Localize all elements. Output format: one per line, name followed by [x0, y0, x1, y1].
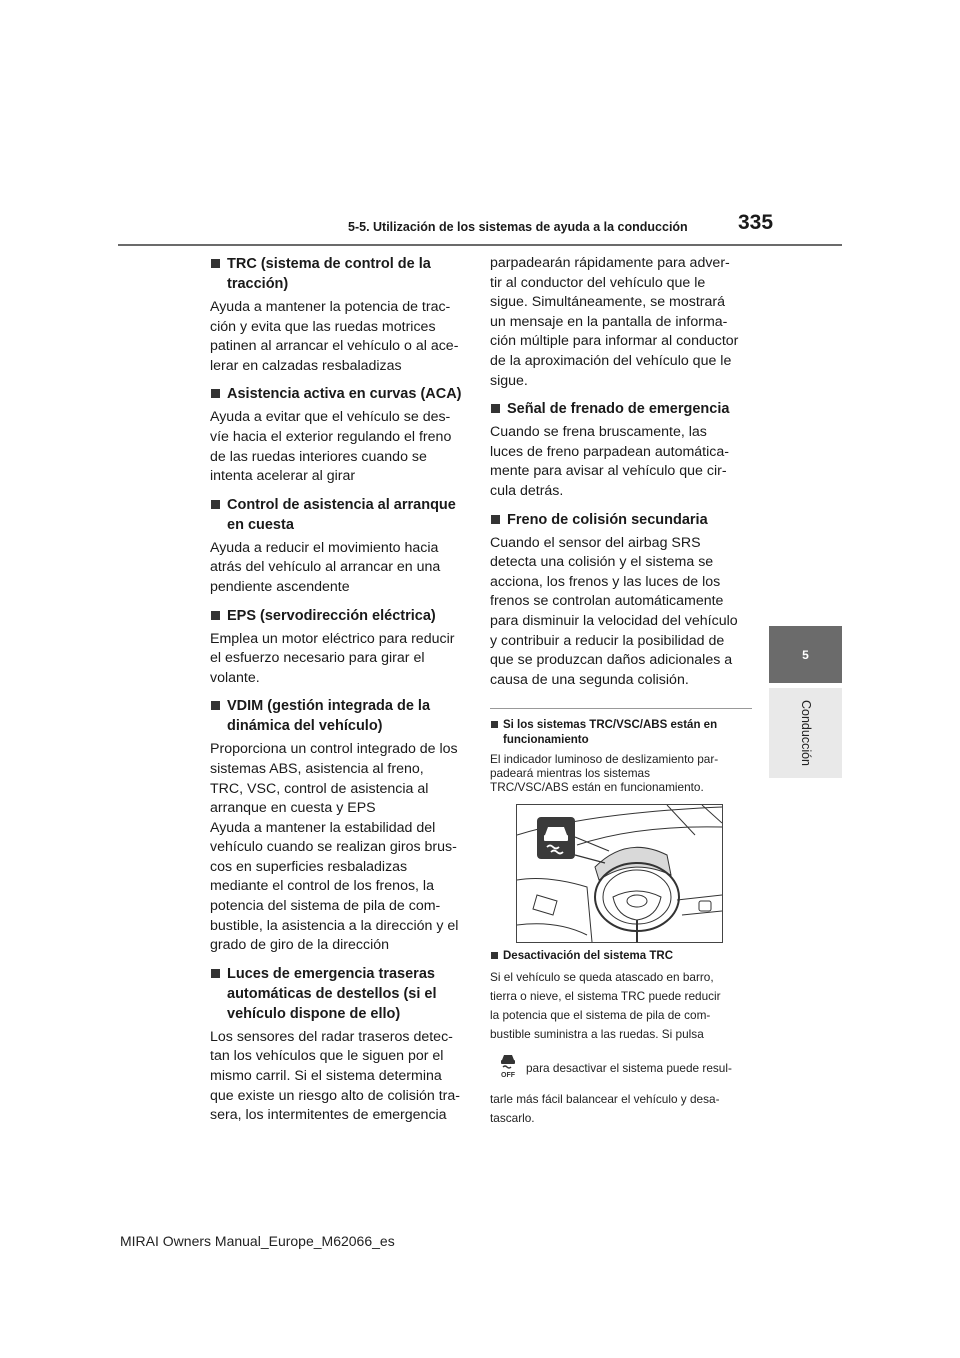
bullet-square-icon — [211, 389, 220, 398]
page-number: 335 — [738, 211, 774, 234]
dashboard-drawing — [517, 805, 722, 942]
bullet-square-icon — [211, 701, 220, 710]
note-heading: Desactivación del sistema TRC — [490, 949, 752, 964]
section-body: Cuando el sensor del airbag SRS detecta una colisión y el sistema se acciona, los frenos y las luces de los frenos se controlan automáticamente para disminuir la velocidad del vehículo y contribuir a reducir la posibilidad de que se produzcan daños adicionales a causa de una segunda colisión. — [490, 534, 738, 688]
continued-text: parpadearán rápidamente para adver- tir al conductor del vehículo que le sigue. Simultáneamente, se mostrará un mensaje en la pantalla de informa- ción múltiple para informar al conductor de la aproximación del vehículo que le sigue. — [490, 255, 739, 389]
right-column — [490, 254, 752, 1136]
bullet-square-icon — [211, 259, 220, 268]
bullet-square-icon — [491, 952, 498, 959]
off-label: OFF — [501, 1072, 515, 1079]
section-body: Los sensores del radar traseros detec- tan los vehículos que le siguen por el mismo carril. Si el sistema determina que existe un riesgo alto de colisión tra- sera, los intermitentes de emergencia — [210, 1028, 460, 1124]
section-body: Proporciona un control integrado de los sistemas ABS, asistencia al freno, TRC, VSC, control de asistencia al arranque en cuesta y EPS Ayuda a mantener la estabilidad del vehículo cuando se realizan giros brus- cos en superficies resbaladizas mediante el control de los frenos, la potencia del sistema de pila de com- bustible, la asistencia a la dirección y el grado de giro de la dirección — [210, 741, 459, 954]
bullet-square-icon — [211, 611, 220, 620]
note-body: Si el vehículo se queda atascado en barro, tierra o nieve, el sistema TRC puede reducir la potencia que el sistema de pila de com- bustible suministra a las ruedas. Si pulsa — [490, 970, 721, 1042]
section-title: 5-5. Utilización de los sistemas de ayuda a la conducción — [348, 220, 688, 234]
trc-off-switch-icon — [496, 1052, 520, 1086]
bullet-square-icon — [491, 515, 500, 524]
section-heading: Señal de frenado de emergencia — [490, 399, 752, 419]
bullet-square-icon — [491, 404, 500, 413]
note-icon-line — [490, 1052, 752, 1086]
slip-indicator-icon — [537, 817, 575, 859]
chapter-tab-number: 5 — [769, 626, 842, 683]
note-body: El indicador luminoso de deslizamiento par- padeará mientras los sistemas TRC/VSC/ABS están en funcionamiento. — [490, 752, 719, 795]
section-body: Emplea un motor eléctrico para reducir el esfuerzo necesario para girar el volante. — [210, 630, 455, 686]
bullet-square-icon — [491, 721, 498, 728]
footer-text: MIRAI Owners Manual_Europe_M62066_es — [120, 1233, 395, 1249]
section-heading: EPS (servodirección eléctrica) — [210, 606, 468, 626]
instrument-cluster-illustration — [516, 804, 723, 943]
section-body: Ayuda a mantener la potencia de trac- ción y evita que las ruedas motrices patinen al arrancar el vehículo o al ace- lerar en calzadas resbaladizas — [210, 299, 459, 374]
note-divider — [490, 708, 752, 709]
header-rule — [118, 244, 842, 246]
note-heading: Si los sistemas TRC/VSC/ABS están en funcionamiento — [490, 718, 752, 748]
section-heading: Luces de emergencia traseras automáticas de destellos (si el vehículo dispone de ello) — [210, 964, 468, 1024]
section-heading: TRC (sistema de control de la tracción) — [210, 254, 468, 294]
icon-line-text: para desactivar el sistema puede resul- — [526, 1061, 732, 1076]
section-heading: VDIM (gestión integrada de la dinámica del vehículo) — [210, 696, 468, 736]
note-body-tail: tarle más fácil balancear el vehículo y desa- tascarlo. — [490, 1092, 720, 1126]
left-column — [210, 254, 468, 1134]
bullet-square-icon — [211, 969, 220, 978]
section-body: Ayuda a evitar que el vehículo se des- víe hacia el exterior regulando el freno de las ruedas interiores cuando se intenta acelerar al girar — [210, 409, 452, 485]
section-heading: Control de asistencia al arranque en cuesta — [210, 495, 468, 535]
section-body: Ayuda a reducir el movimiento hacia atrás del vehículo al arrancar en una pendiente ascendente — [210, 539, 441, 595]
bullet-square-icon — [211, 500, 220, 509]
chapter-label-text: Conducción — [798, 699, 813, 767]
section-heading: Asistencia activa en curvas (ACA) — [210, 384, 468, 404]
section-heading: Freno de colisión secundaria — [490, 510, 752, 530]
chapter-tab-label — [769, 688, 842, 778]
section-body: Cuando se frena bruscamente, las luces de freno parpadean automática- mente para avisar al vehículo que cir- cula detrás. — [490, 424, 729, 499]
